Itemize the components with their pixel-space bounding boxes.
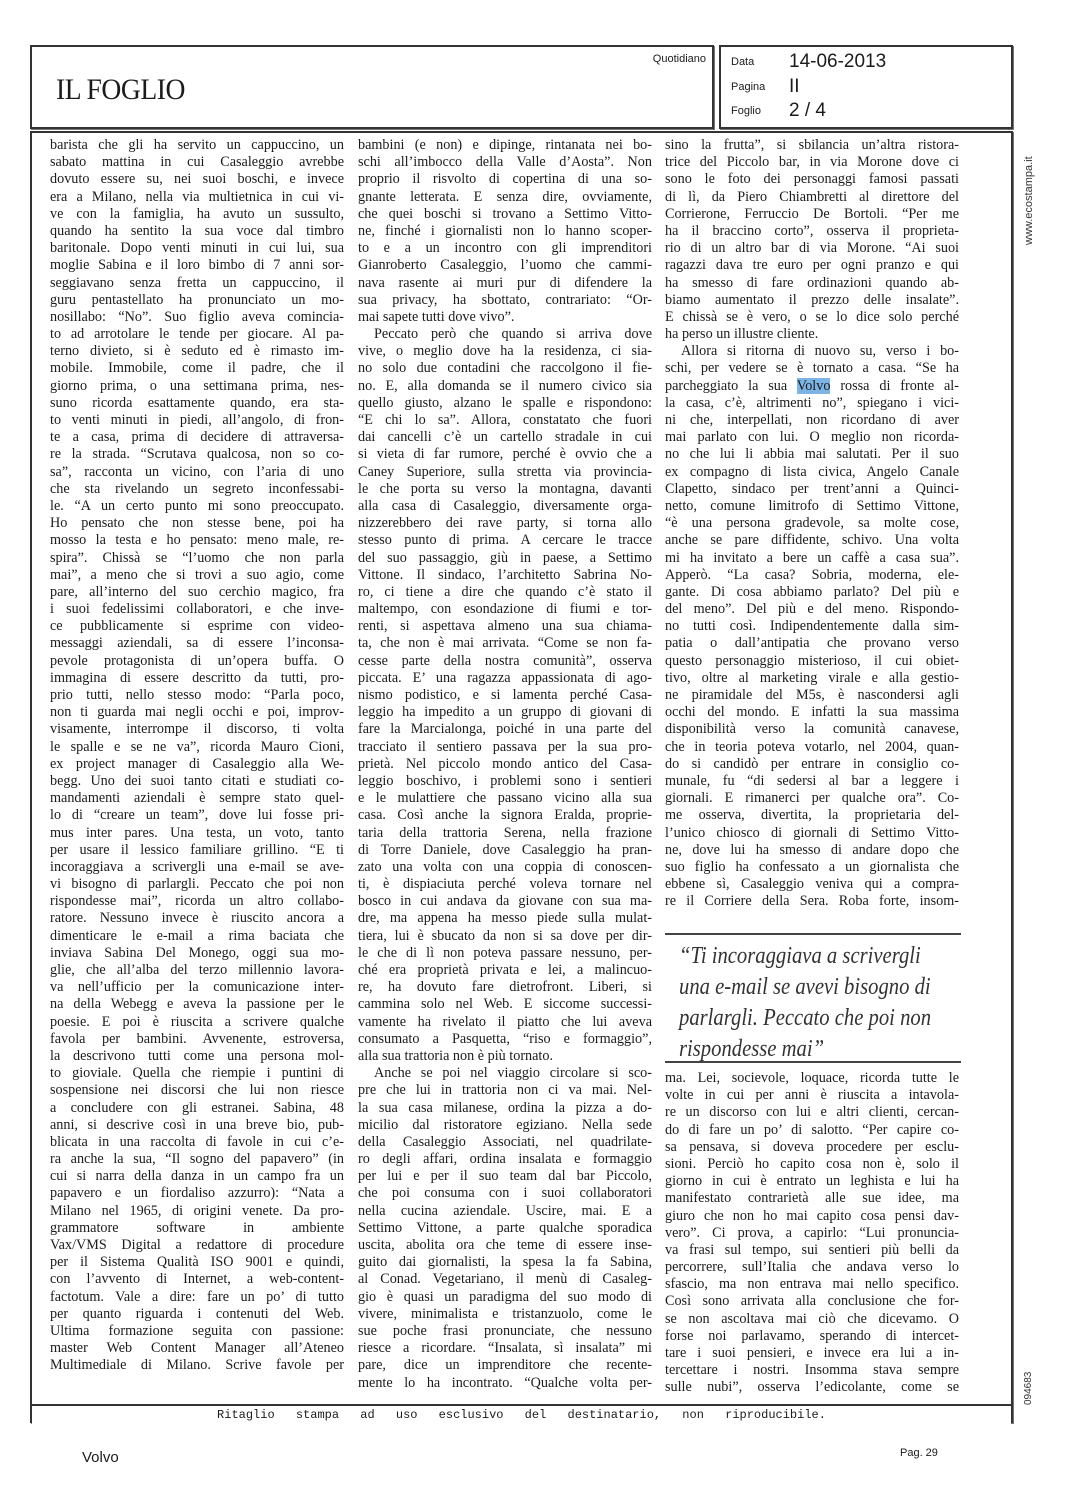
text-line: Ultima formazione seguita con passione: bbox=[50, 1322, 344, 1339]
text-line: mandamenti aziendali è sempre stato quel- bbox=[50, 790, 344, 807]
text-line: pre che lui in trattoria non ci va mai. Nel- bbox=[358, 1082, 652, 1099]
pull-quote-line: una e-mail se avevi bisogno di bbox=[679, 974, 931, 1000]
text-line: riesce a ricordare. “Insalata, sì insalata” mi bbox=[358, 1340, 652, 1357]
text-line: to venti minuti in piedi, all’angolo, di fron- bbox=[50, 412, 344, 428]
text-line: della Casaleggio Associati, nel quadrilate- bbox=[358, 1133, 652, 1150]
text-line: no tutti così. Indipendentemente dalla sim- bbox=[665, 618, 959, 635]
text-line: mus inter pares. Una testa, un voto, tanto bbox=[50, 824, 344, 841]
text-line: do di fare un po’ di salotto. “Per capire co- bbox=[665, 1121, 959, 1138]
article-body bbox=[30, 131, 1013, 1423]
text-line: che quei boschi si trovano a Settimo Vitto- bbox=[358, 205, 652, 222]
text-line: do si candidò per entrare in consiglio co- bbox=[665, 755, 959, 772]
text-line: anche se pare diffidente, schivo. Una volta bbox=[665, 532, 959, 549]
article-column-3 bbox=[665, 137, 959, 910]
text-line: ragazzi dava tre euro per ogni pranzo e qui bbox=[665, 257, 959, 274]
text-line: va nell’ufficio per la comunicazione inter- bbox=[50, 979, 344, 996]
text-line: to e a un incontro con gli imprenditori bbox=[358, 240, 652, 257]
text-line: tivo, oltre al marketing virale e alla gestio- bbox=[665, 669, 959, 686]
text-line: di lì, da Piero Chiambretti al direttore del bbox=[665, 188, 959, 205]
text-line: e le mulattiere che passano vicino alla sua bbox=[358, 790, 652, 807]
text-line: “E chi lo sa”. Allora, constatato che fuori bbox=[358, 412, 652, 428]
text-line: micilio dal ristoratore egiziano. Nella sede bbox=[358, 1116, 652, 1133]
text-line: vamente ha rivelato il piatto che lui aveva bbox=[358, 1013, 652, 1030]
text-line: no che lui li abbia mai salutati. Per il suo bbox=[665, 446, 959, 463]
text-line: “è una persona gradevole, sa molte cose, bbox=[665, 515, 959, 532]
masthead-box bbox=[30, 45, 714, 129]
text-line: trice del Piccolo bar, in via Morone dove ci bbox=[665, 154, 959, 171]
text-line: re la strada. “Scrutava qualcosa, non so co- bbox=[50, 446, 344, 463]
text-line: che sta rivelando un segreto inconfessabi- bbox=[50, 480, 344, 497]
text-line: ex compagno di lista civica, Angelo Canale bbox=[665, 463, 959, 480]
text-line: giorno in cui è entrato un leghista e lui ha bbox=[665, 1173, 959, 1190]
newspaper-name: IL FOGLIO bbox=[56, 73, 185, 106]
text-line: questo personaggio misterioso, il cui obiet- bbox=[665, 652, 959, 669]
text-line: Clapetto, sindaco per trent’anni a Quinci- bbox=[665, 480, 959, 497]
text-line: na della Webegg e aveva la passione per le bbox=[50, 996, 344, 1013]
text-line: gio è quasi un paradigma del suo modo di bbox=[358, 1288, 652, 1305]
text-line: tiera, lui è sbucato da non si sa dove per dir- bbox=[358, 927, 652, 944]
text-line: giorno prima, o una settimana prima, nes- bbox=[50, 377, 344, 394]
text-line: favola per bambini. Avvenente, estroversa, bbox=[50, 1030, 344, 1047]
text-line: era a Milano, nella via multietnica in cui vi- bbox=[50, 188, 344, 205]
text-line: ne piramidale del M5s, è nascondersi agli bbox=[665, 687, 959, 703]
text-line: blicata in una raccolta di favole in cui c’e- bbox=[50, 1133, 344, 1150]
text-line: non ti guarda mai negli occhi e poi, improv- bbox=[50, 704, 344, 721]
pull-quote-line: “Ti incoraggiava a scrivergli bbox=[679, 943, 921, 969]
text-line: vive, o meglio dove ha la residenza, ci sia- bbox=[358, 343, 652, 360]
text-line: patia o dall’antipatia che provano verso bbox=[665, 635, 959, 652]
text-line: ma. Lei, socievole, loquace, ricorda tutte le bbox=[665, 1070, 959, 1086]
text-line: vivere, minimalista e tristanzuolo, come le bbox=[358, 1305, 652, 1322]
text-line: begg. Uno dei suoi tanto citati e studiati co- bbox=[50, 772, 344, 789]
text-line: cammina solo nel Web. E siccome successi- bbox=[358, 996, 652, 1013]
copyright-notice: Ritaglio stampa ad uso esclusivo del destinatario, non riproducibile. bbox=[32, 1404, 1011, 1425]
text-line: le. “A un certo punto mi sono preoccupato. bbox=[50, 497, 344, 514]
text-line: E chissà se è vero, o se lo dice solo perché bbox=[665, 308, 959, 325]
text-line: stesso punto di prima. A cercare le tracce bbox=[358, 532, 652, 549]
text-line: di Torre Daniele, dove Casaleggio ha pran- bbox=[358, 841, 652, 858]
text-line: mobile. Immobile, come il padre, che il bbox=[50, 360, 344, 377]
text-line: fare la Marcialonga, poiché in una parte del bbox=[358, 721, 652, 738]
text-line: cui si narra della danza in un campo fra un bbox=[50, 1168, 344, 1185]
text-line: consumato a Pasquetta, “riso e formaggio”, bbox=[358, 1030, 652, 1047]
text-line: schi, per vedere se è tornato a casa. “Se ha bbox=[665, 360, 959, 377]
text-line: rio di un altro bar di via Morone. “Ai suoi bbox=[665, 240, 959, 257]
text-line: parcheggiato la sua Volvo rossa di fronte al- bbox=[665, 377, 959, 394]
text-line: moglie Sabina e il loro bimbo di 7 anni sor- bbox=[50, 257, 344, 274]
text-line: sioni. Perciò ho capito cosa non è, solo il bbox=[665, 1155, 959, 1172]
text-line: uscita, abolita ora che teme di essere inse- bbox=[358, 1237, 652, 1253]
text-line: renti, si aspettava almeno una sua chiama- bbox=[358, 618, 652, 635]
text-line: tercettare i nostri. Insomma stava sempre bbox=[665, 1362, 959, 1379]
text-line: munale, fu “di sedersi al bar a leggere i bbox=[665, 772, 959, 789]
side-url: www.ecostampa.it bbox=[1023, 156, 1035, 245]
text-line: mai”, a meno che si trovi a suo agio, come bbox=[50, 566, 344, 583]
text-line: suo figlio ha confessato a un giornalista che bbox=[665, 858, 959, 875]
text-line: nava rasente ai muri pur di difendere la bbox=[358, 274, 652, 291]
text-line: dai cancelli c’è un cartello stradale in cui bbox=[358, 429, 652, 446]
text-line: si vieta di far rumore, perché è ovvio che a bbox=[358, 446, 652, 463]
text-line: Multimediale di Milano. Scrive favole per bbox=[50, 1357, 344, 1374]
text-line: lo di “creare un team”, dove lui fosse pri- bbox=[50, 807, 344, 824]
text-line: ti, è dispiaciuta perché voleva tornare nel bbox=[358, 876, 652, 893]
text-line: ha perso un illustre cliente. bbox=[665, 326, 819, 343]
text-line: a concludere con gli estranei. Sabina, 48 bbox=[50, 1099, 344, 1116]
text-line: prietà. Nel piccolo mondo antico del Casa- bbox=[358, 755, 652, 772]
text-line: la descrivono tutti come una persona mol- bbox=[50, 1047, 344, 1064]
text-line: no. E, alla domanda se il numero civico sia bbox=[358, 377, 652, 394]
text-line: maltempo, con esondazione di fiumi e tor- bbox=[358, 601, 652, 618]
text-line: guito dai giornalisti, la spesa la fa Sabina, bbox=[358, 1254, 652, 1271]
text-line: incoraggiava a scrivergli una e-mail se ave- bbox=[50, 858, 344, 875]
text-line: baritonale. Dopo venti minuti in cui lui, sua bbox=[50, 240, 344, 257]
text-line: tare i suoi pensieri, e invece era lui a in- bbox=[665, 1345, 959, 1361]
text-line: suno ricorda esattamente quando, era sta- bbox=[50, 394, 344, 411]
text-line: del meno”. Del più e del meno. Rispondo- bbox=[665, 601, 959, 618]
text-line: dimenticare le e-mail a rima baciata che bbox=[50, 927, 344, 944]
text-line: Caney Superiore, sulla stretta via provincia- bbox=[358, 463, 652, 480]
text-line: i suoi fedelissimi collaboratori, e che inve- bbox=[50, 601, 344, 618]
text-line: ve con la famiglia, ha avuto un sussulto, bbox=[50, 205, 344, 222]
text-line: l’unico chiosco di giornali di Settimo Vitto- bbox=[665, 824, 959, 841]
text-line: barista che gli ha servito un cappuccino, un bbox=[50, 137, 344, 153]
text-line: ce pubblicamente si esprime con video- bbox=[50, 618, 344, 635]
text-line: master Web Content Manager all’Ateneo bbox=[50, 1340, 344, 1357]
text-line: guru pentastellato ha pronunciato un mo- bbox=[50, 291, 344, 308]
text-line: che in teoria poteva votarlo, nel 2004, quan- bbox=[665, 738, 959, 755]
text-line: sospensione nei discorsi che lui non riesce bbox=[50, 1082, 344, 1099]
text-line: factotum. Vale a dire: fare un po’ di tutto bbox=[50, 1288, 344, 1305]
text-line: ne, dove lui ha smesso di andare dopo che bbox=[665, 841, 959, 858]
text-line: ro degli affari, ordina insalata e formaggio bbox=[358, 1151, 652, 1168]
text-line: sulle nubi”, osserva l’edicolante, come se bbox=[665, 1379, 959, 1396]
clipping-meta-box bbox=[719, 45, 1013, 129]
text-line: quando ha sentito la sua voce dal timbro bbox=[50, 222, 344, 239]
text-line: to gioviale. Quella che riempie i puntini di bbox=[50, 1065, 344, 1082]
text-line: grammatore software in ambiente bbox=[50, 1219, 344, 1236]
text-line: pevole protagonista di un’opera buffa. O bbox=[50, 652, 344, 669]
text-line: mi ha invitato a bere un caffè a casa sua”. bbox=[665, 549, 959, 566]
text-line: nosillabo: “No”. Suo figlio aveva comincia- bbox=[50, 308, 344, 325]
text-line: ha smesso di fare ordinazioni quando ab- bbox=[665, 274, 959, 291]
text-line: giornali. E rimanerci per qualche ora”. Co- bbox=[665, 790, 959, 807]
pull-quote bbox=[665, 933, 961, 1063]
side-code: 094683 bbox=[1023, 1371, 1034, 1405]
text-line: mente lo ha incontrato. “Qualche volta per- bbox=[358, 1374, 652, 1391]
text-line: dre, ma appena ha messo piede sulla mulat- bbox=[358, 910, 652, 927]
text-line: ratore. Nessuno invece è riuscito ancora a bbox=[50, 910, 344, 927]
text-line: glie, che all’alba del terzo millennio lavora- bbox=[50, 962, 344, 978]
text-line: sino la frutta”, si sbilancia un’altra ristora- bbox=[665, 137, 959, 153]
text-line: sa pensava, si doveva procedere per esclu- bbox=[665, 1138, 959, 1155]
text-line: per usare il lessico familiare grillino. “E ti bbox=[50, 841, 344, 858]
text-line: sabato mattina in cui Casaleggio avrebbe bbox=[50, 154, 344, 171]
text-line: vero”. Ci prova, a capirlo: “Lui pronuncia- bbox=[665, 1224, 959, 1241]
text-line: terno divieto, si è seduto ed è rimasto im- bbox=[50, 343, 344, 360]
keyword-highlight: Volvo bbox=[796, 377, 831, 394]
text-line: to ad arrotolare le tende per giocare. Al pa- bbox=[50, 326, 344, 343]
text-line: ebbene sì, Casaleggio veniva qui a compra- bbox=[665, 876, 959, 893]
text-line: Ho pensato che non stesse bene, poi ha bbox=[50, 515, 344, 532]
text-line: cesse parte della nostra comunità”, osserva bbox=[358, 652, 652, 669]
text-line: taria della trattoria Serena, nella frazione bbox=[358, 824, 652, 841]
text-line: alla casa di Casaleggio, diversamente orga- bbox=[358, 497, 652, 514]
text-line: pare, all’interno del suo cerchio magico, fra bbox=[50, 583, 344, 600]
article-column-3-continued bbox=[665, 1070, 959, 1397]
text-line: occhi del mondo. E infatti la sua massima bbox=[665, 704, 959, 721]
text-line: ha il braccino corto”, osserva il proprieta- bbox=[665, 222, 959, 239]
text-line: per quanto riguarda i contenuti del Web. bbox=[50, 1305, 344, 1322]
text-line: sfascio, ma non entrava mai nello specifico. bbox=[665, 1276, 959, 1293]
text-line: che poi consuma con i suoi collaboratori bbox=[358, 1185, 652, 1202]
meta-date: Data 14-06-2013 bbox=[731, 51, 887, 72]
text-line: pare, dice un imprenditore che recente- bbox=[358, 1357, 652, 1374]
search-keyword: Volvo bbox=[82, 1449, 119, 1466]
text-line: bambini (e non) e dipinge, rintanata nei bo- bbox=[358, 137, 652, 153]
text-line: Gianroberto Casaleggio, l’uomo che cammi- bbox=[358, 257, 652, 274]
text-line: netto, comune limitrofo di Settimo Vittone, bbox=[665, 497, 959, 514]
text-line: mai parlato con lui. O meglio non ricorda- bbox=[665, 429, 959, 446]
text-line: del suo passaggio, giù in paese, a Settimo bbox=[358, 549, 652, 566]
meta-sheet: Foglio 2 / 4 bbox=[731, 100, 826, 121]
text-line: zato una volta con una coppia di conoscen- bbox=[358, 858, 652, 875]
text-line: bosco in cui andava da giovane con sua ma- bbox=[358, 893, 652, 910]
pull-quote-line: parlargli. Peccato che poi non bbox=[679, 1005, 932, 1031]
text-line: nella cucina aziendale. Uscire, mai. E a bbox=[358, 1202, 652, 1219]
text-line: schi all’imbocco della Valle d’Aosta”. Non bbox=[358, 154, 652, 171]
text-line: percorrere, sull’Italia che andava verso lo bbox=[665, 1259, 959, 1276]
article-column-1 bbox=[50, 137, 344, 1375]
text-line: leggio ha impedito a un gruppo di giovani di bbox=[358, 704, 652, 721]
text-line: dovuto essere su, nei suoi boschi, e invece bbox=[50, 171, 344, 188]
text-line: gante. Di cosa abbiamo parlato? Del più e bbox=[665, 583, 959, 600]
text-line: giuro che non ho mai capito cosa pensi dav- bbox=[665, 1207, 959, 1224]
text-line: poesie. E poi è riuscita a scrivere qualche bbox=[50, 1013, 344, 1030]
text-line: nizzerebbero dei rave party, si torna allo bbox=[358, 515, 652, 532]
text-line: Così sono arrivata alla conclusione che for- bbox=[665, 1293, 959, 1310]
text-line: piccata. E’ una ragazza appassionata di ago- bbox=[358, 669, 652, 686]
text-line: le che di lì non poteva passare nessuno, per- bbox=[358, 944, 652, 961]
text-line: sue poche frasi pronunciate, che nessuno bbox=[358, 1322, 652, 1339]
text-line: tracciato il sentiero passava per la sua pro- bbox=[358, 738, 652, 755]
text-line: Vax/VMS Digital a redattore di procedure bbox=[50, 1237, 344, 1253]
text-line: manifestato contrarietà alle sue idee, ma bbox=[665, 1190, 959, 1207]
text-line: mosso la testa e ho pensato: meno male, re- bbox=[50, 532, 344, 549]
text-line: re, ha dovuto fare dietrofront. Liberi, si bbox=[358, 979, 652, 996]
page-number: Pag. 29 bbox=[900, 1447, 938, 1459]
text-line: re il Corriere della Sera. Roba forte, insom- bbox=[665, 893, 959, 910]
text-line: visamente, interrompe il discorso, ti volta bbox=[50, 721, 344, 738]
text-line: la sua casa milanese, ordina la pizza a do- bbox=[358, 1099, 652, 1116]
text-line: Milano nel 1965, di origini venete. Da pro- bbox=[50, 1202, 344, 1219]
text-line: ro, ci tiene a dire che quando c’è stato il bbox=[358, 583, 652, 600]
text-line: ché era proprietà privata e lei, a malincuo- bbox=[358, 962, 652, 978]
text-line: quello giusto, alzano le spalle e rispondono: bbox=[358, 394, 652, 411]
text-line: prio tutti, nello stesso modo: “Parla poco, bbox=[50, 687, 344, 703]
text-line: va frasi sul tempo, sui sentieri più belli da bbox=[665, 1241, 959, 1258]
publication-type: Quotidiano bbox=[652, 53, 706, 65]
text-line: Peccato però che quando si arriva dove bbox=[374, 326, 652, 343]
meta-page: Pagina II bbox=[731, 76, 800, 97]
text-line: nismo podistico, e si lamenta perché Casa- bbox=[358, 687, 652, 703]
text-line: biamo aumentato il prezzo delle insalate”. bbox=[665, 291, 959, 308]
text-line: inviava Sabina Del Monego, oggi sua mo- bbox=[50, 944, 344, 961]
text-line: ex project manager di Casaleggio alla We- bbox=[50, 755, 344, 772]
text-line: disponibilità verso la comunità canavese, bbox=[665, 721, 959, 738]
text-line: ne, finché i giornalisti non lo hanno scoper- bbox=[358, 222, 652, 239]
text-line: ra anche la sua, “Il sogno del papavero” (in bbox=[50, 1151, 344, 1168]
text-line: anni, si descrive così in una breve bio, pub- bbox=[50, 1116, 344, 1133]
text-line: sua privacy, ha sbottato, contrariato: “Or- bbox=[358, 291, 652, 308]
text-line: leggio boschivo, i problemi sono i sentieri bbox=[358, 772, 652, 789]
text-line: Vittone. Il sindaco, l’architetto Sabrina No- bbox=[358, 566, 652, 583]
text-line: vi bisogno di parlargli. Peccato che poi non bbox=[50, 876, 344, 893]
text-line: volte in cui per anni è riuscita a intavola- bbox=[665, 1087, 959, 1104]
text-line: no solo due contadini che raccolgono il fie- bbox=[358, 360, 652, 377]
text-line: te a casa, prima di decidere di attraversa- bbox=[50, 429, 344, 446]
text-line: messaggi aziendali, sa di essere l’inconsa- bbox=[50, 635, 344, 652]
text-line: gnante letterata. E senza dire, ovviamente, bbox=[358, 188, 652, 205]
text-line: Anche se poi nel viaggio circolare si sco- bbox=[374, 1065, 652, 1082]
text-line: sono le foto dei personaggi famosi passati bbox=[665, 171, 959, 188]
text-line: la casa, c’è, altrimenti no”, spiegano i vici- bbox=[665, 394, 959, 411]
text-line: me osserva, divertita, la proprietaria del- bbox=[665, 807, 959, 824]
text-line: le che porta su verso la montagna, davanti bbox=[358, 480, 652, 497]
text-line: Allora si ritorna di nuovo su, verso i bo- bbox=[681, 343, 959, 360]
text-line: forse noi parlavamo, sperando di intercet- bbox=[665, 1327, 959, 1344]
text-line: re un discorso con lui e altri clienti, cercan- bbox=[665, 1104, 959, 1121]
article-column-2 bbox=[358, 137, 652, 1392]
text-line: proprio il risvolto di copertina di una so- bbox=[358, 171, 652, 188]
text-line: casa. Così anche la signora Eralda, proprie- bbox=[358, 807, 652, 824]
text-line: ta, che non è mai arrivata. “Come se non fa- bbox=[358, 635, 652, 652]
text-line: papavero e un fiordaliso azzurro): “Nata a bbox=[50, 1185, 344, 1202]
text-line: Corrierone, Ferruccio De Bortoli. “Per me bbox=[665, 205, 959, 222]
text-line: immagina di essere descritto da tutti, pro- bbox=[50, 669, 344, 686]
text-line: mai sapete tutti dove vivo”. bbox=[358, 308, 515, 325]
text-line: rispondesse mai”, ricorda un altro collabo- bbox=[50, 893, 344, 910]
text-line: per lui e per il suo team dal bar Piccolo, bbox=[358, 1168, 652, 1185]
text-line: spira”. Chissà se “l’uomo che non parla bbox=[50, 549, 344, 566]
text-line: al Conad. Vegetariano, il menù di Casaleg- bbox=[358, 1271, 652, 1288]
text-line: Settimo Vittone, a parte qualche sporadica bbox=[358, 1219, 652, 1236]
text-line: sa”, racconta un vicino, con l’aria di uno bbox=[50, 463, 344, 480]
text-line: con l’avvento di Internet, a web-content- bbox=[50, 1271, 344, 1288]
text-line: seggiavano senza fretta un cappuccino, il bbox=[50, 274, 344, 291]
text-line: alla sua trattoria non è più tornato. bbox=[358, 1047, 554, 1064]
text-line: Apperò. “La casa? Sobria, moderna, ele- bbox=[665, 566, 959, 583]
text-line: ni che, interpellati, non ricordano di aver bbox=[665, 412, 959, 428]
text-line: per il Sistema Qualità ISO 9001 e quindi, bbox=[50, 1254, 344, 1271]
pull-quote-line: rispondesse mai” bbox=[679, 1036, 825, 1062]
text-line: se non ascoltava mai ciò che dicevamo. O bbox=[665, 1310, 959, 1327]
text-line: le spalle e se ne va”, ricorda Mauro Cioni, bbox=[50, 738, 344, 755]
